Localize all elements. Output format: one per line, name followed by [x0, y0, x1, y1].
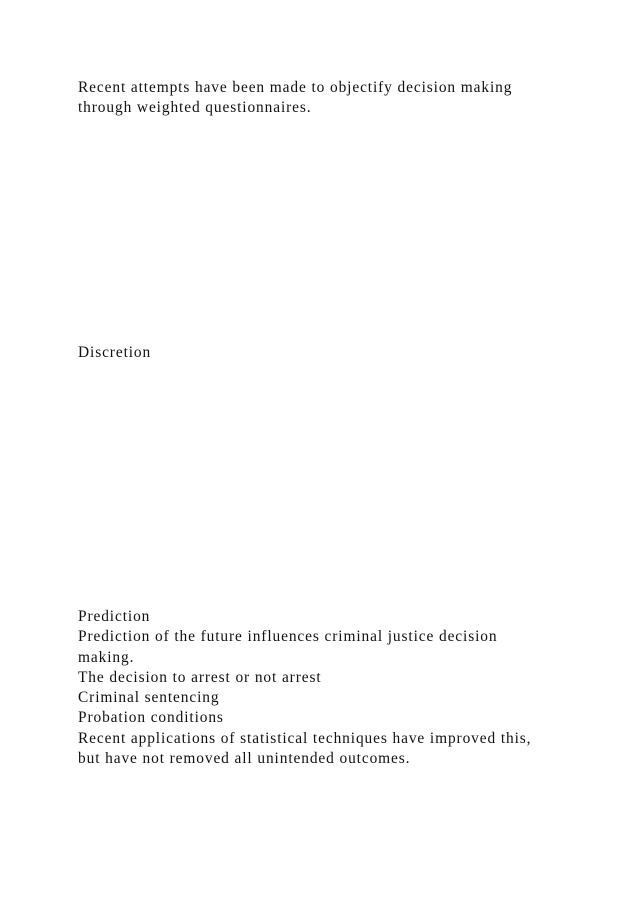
discretion-heading: Discretion: [78, 344, 152, 361]
prediction-heading: Prediction: [78, 608, 151, 625]
discretion-section: [78, 343, 578, 363]
intro-line: through weighted questionnaires.: [78, 99, 312, 117]
prediction-section: [78, 607, 578, 769]
prediction-line: making.: [78, 648, 135, 666]
prediction-line: Probation conditions: [78, 709, 224, 727]
prediction-line: Criminal sentencing: [78, 689, 220, 707]
prediction-line: but have not removed all unintended outcomes.: [78, 750, 411, 768]
prediction-line: The decision to arrest or not arrest: [78, 668, 322, 686]
intro-line: Recent attempts have been made to objectify decision making: [78, 79, 513, 96]
prediction-line: Recent applications of statistical techniques have improved this,: [78, 729, 532, 747]
intro-paragraph: [78, 78, 578, 119]
prediction-line: Prediction of the future influences criminal justice decision: [78, 628, 498, 646]
